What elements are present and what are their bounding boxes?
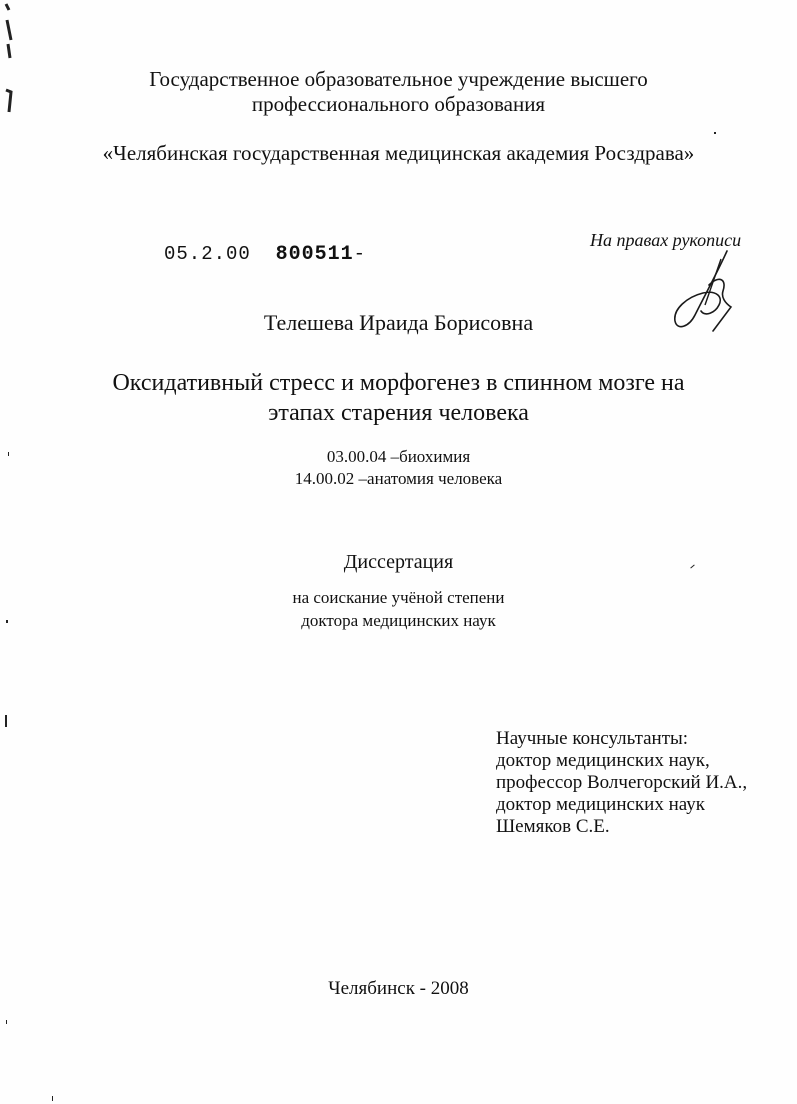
scan-speck [6,620,8,623]
specialty-biochemistry: 03.00.04 –биохимия [326,447,471,466]
manuscript-rights: На правах рукописи [590,230,742,250]
consultant-degree-1: доктор медицинских наук, [496,750,710,771]
consultant-name-2: Шемяков С.Е. [496,816,610,837]
scan-speck [714,132,716,134]
dissertation-title-line-1: Оксидативный стресс и морфогенез в спинном мозге на [112,370,685,396]
author-name: Телешева Ираида Борисовна [263,310,534,335]
institution-line-2: профессионального образования [251,92,546,116]
consultants-heading: Научные консультанты: [496,728,689,749]
dissertation-title-line-2: этапах старения человека [268,400,529,426]
work-type: Диссертация [343,551,454,573]
degree-line-1: на соискание учёной степени [292,588,505,607]
city-year: Челябинск - 2008 [328,978,469,999]
institution-line-1: Государственное образовательное учреждение высшего [149,67,648,91]
specialty-anatomy: 14.00.02 –анатомия человека [294,469,503,488]
consultant-name-1: профессор Волчегорский И.А., [496,772,748,793]
stamp-date: 05.2.00 [164,243,251,265]
scan-speck [6,1020,7,1024]
stamp-number: 800511 [275,243,354,266]
academy-name: «Челябинская государственная медицинская академия Росздрава» [102,141,695,165]
scan-speck [5,715,7,727]
degree-line-2: доктора медицинских наук [301,611,496,630]
consultant-degree-2: доктор медицинских наук [496,794,705,815]
stamp-dash: - [353,243,367,265]
archive-stamp [164,243,366,266]
scan-speck [52,1096,53,1101]
scan-speck [8,452,9,456]
